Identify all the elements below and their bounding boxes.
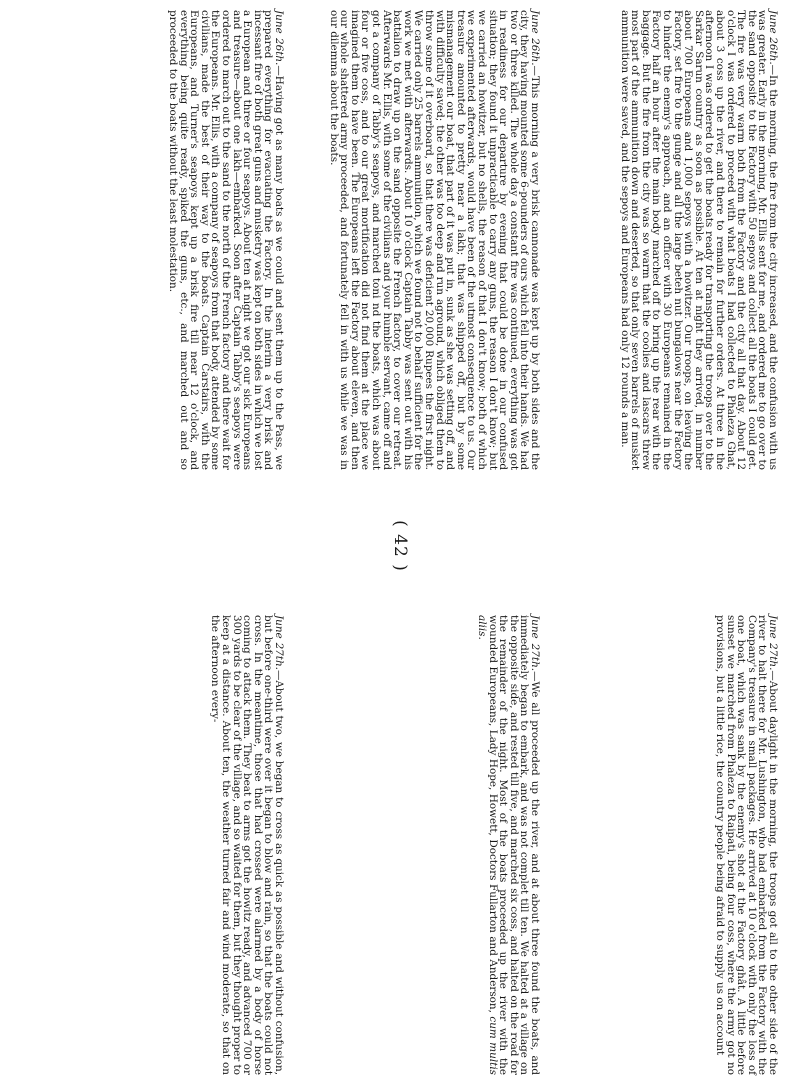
entry-date: June 27th.	[529, 615, 541, 672]
entry-date: June 27th.	[767, 615, 779, 671]
column-entry-2	[324, 10, 540, 470]
entry-text: —In the morning, the fire from the city increased, and the confusion with us was greater. Early in the morning, Mr. Ellis sent for me, and ordered me to go over to the sand opposite to the Factory with 50 sepoys and collect all the boats I could get. The fire was very warm both from the Factory and the city all that day. About 12 o'clock I was ordered to proceed with what boats I had collected to Phaleza Ghat, about 3 coss up the river, and there to remain for further orders. At three in the afternoon I was ordered to get the boats ready for transporting the troops over to the Sarkar Sarun country as soon as possible. At ten at night they arrived, in number about 700 Europeans and 1,000 sepoys with a howitzer. Our troops, on leaving the Factory, set fire to the gunge and all the large beteh nut bungalows near the Factory to hinder the enemy's approach, and an officer with 30 Europeans remained in the Factory half an hour after the main body marched off to bring up the rear with the baggage. But the fire from the city was so warm that the coolies and lascars threw most part of the ammunition down and deserted, so that only seven barrels of musket ammunition were saved, and the sepoys and Europeans had only 12 rounds a man.	[618, 10, 779, 470]
entry-paragraph	[167, 10, 284, 470]
page-number: ( 42 )	[390, 520, 410, 572]
column-entry-3	[710, 615, 778, 1075]
column-entry-6	[206, 615, 284, 1075]
entry-latin-tail: cum multis aliis.	[476, 615, 499, 1075]
entry-paragraph	[619, 10, 778, 470]
entry-date: June 26th.	[767, 10, 779, 65]
entry-date: June 26th.	[273, 10, 285, 66]
entry-date: June 27th.	[273, 615, 285, 670]
entry-text: —This morning a very brisk cannonade was kept up by both sides and the city, they having mounted some 6-pounders of ours which fell into their hands. We had two or three killed. The whole day a constant fire was continued, everything was got in readiness for our departure by evening that could be done in our confused situation; they found it unpracticable to carry any guns, the reason I don't know; but we carried an howitzer, but no shells, the reason of that I don't know; both of which we experimented afterwards, would have been of the utmost consequence to us. Our treasure amounted to pretty near a lakh; that was shipped off, but by some mismanagement our boat, that part of it was put in, sunk as she was setting off, and with difficulty saved; the other was too deep and run aground, which obliged them to throw some of it overboard, so that there was deficient 20,000 Rupees the first night. We carried only 25 barrels ammunition, which we found not to behalf sufficient for the work we met with afterwards. About 10 o'clock Captain Tabby was sent out with his battalion to draw up on the sand opposite the French factory, to cover our retreat. Afterwards Mr. Ellis, with some of the civilians and your humble servant, came off and got a company of Tabby's seapoys, and marched toni nd the boats, which was about four or five coss, and to our great mortification did not find them at the place we imagined them to have been. The Europeans left the Factory about eleven, and then our whole shattered army proceeded, and fortunately fell in with us while we was in our dilemma about the boats.	[327, 10, 541, 470]
entry-text: —About daylight in the morning, the troops got all to the other side of the river to halt there for Mr. Lushington, who had embarked from the Factory with the Company's treasure in small packages. He arrived at 10 o'clock with only the loss of one boat, which was sank by the enemy's shot at the Factory ghât. A little before sunset we marched from Phaleza to Raipati, being four coss, where the army got no provisions, but a little rice, the country people being afraid to supply us on account	[714, 615, 779, 1075]
entry-paragraph	[714, 615, 778, 1075]
entry-text: —Having got as many boats as we could and sent them up to the Pass, we prepared everything for evacuating the Factory. In the interim a very brisk and incessant fire of both great guns and musketry was kept on both sides in which we lost a European and three or four seapoys. About ten at night we got our sick Europeans and treasure—about one lakh—embarked. Soon after Captain Tabby's seapoys were ordered to march out to the sand to the north of the French factory and there wait for the Europeans. Mr. Ellis, with a company of seapoys from that body, attended by some civilians, made the best of their way to the boats. Captain Carstairs, with the Europeans, and Turner's seapoys kept up a brisk fire till near 12 o'clock, and everything being quite ready, spiked the guns, etc., and marched out and so proceeded to the boats without the least molestation.	[167, 10, 285, 470]
entry-date: June 26th.	[529, 10, 541, 66]
column-entry-1	[615, 10, 778, 470]
column-entry-4	[472, 615, 540, 1075]
entry-text: —About two, we began to cross as quick as possible and without confusion, but before one-third were over it began to blow and rain, so that the boats could not cross. In the meantime, those that had crossed were alarmed by a body of horse coming to attack them. They beat to arms got the howitz ready, and advanced 700 or 300 yards to be clear of the village, and so waited for them, but they thought proper to keep at a distance. About ten, the weather turned fair and wind moderate, so that on the afternoon every-	[209, 615, 285, 1075]
entry-paragraph	[328, 10, 540, 470]
entry-text: —We all proceeded up the river, and at about three found the boats, and immediately began to embark, and was not complet till ten. We halted at a village on the opposite side, and rested till five, and marched six coss, and halted on the road for the remainder of the night. Most of the boats proceeded up the river with the wounded Europeans, Lady Hope, Howett, Doctors Fullarton and Anderson,	[486, 615, 541, 1075]
entry-paragraph	[476, 615, 540, 1075]
column-entry-5	[163, 10, 284, 470]
entry-paragraph	[210, 615, 284, 1075]
